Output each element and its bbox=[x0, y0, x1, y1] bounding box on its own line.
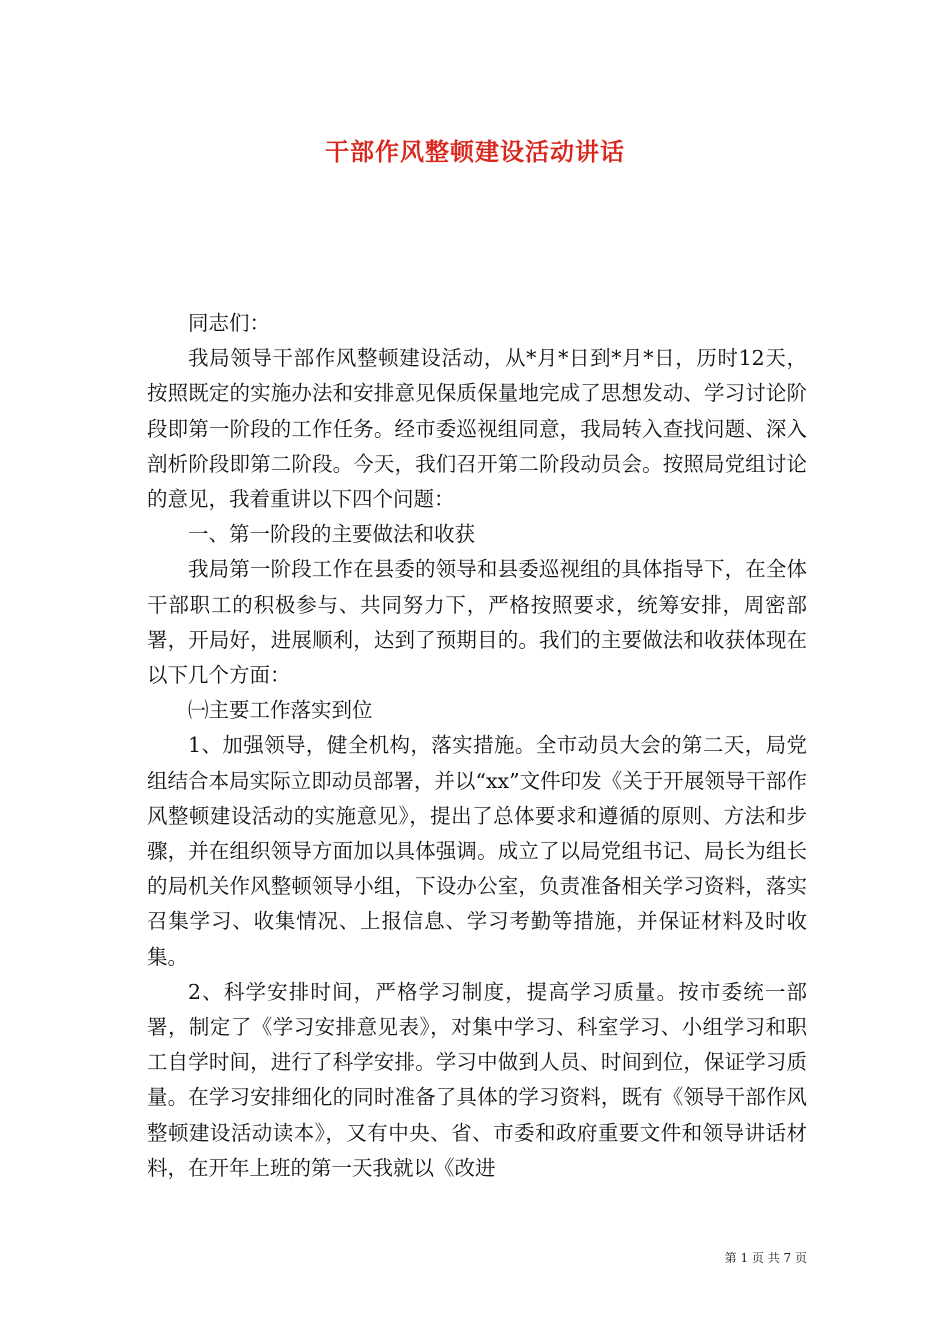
section-paragraph: 我局第一阶段工作在县委的领导和县委巡视组的具体指导下，在全体干部职工的积极参与、共同努力下，严格按照要求，统筹安排，周密部署，开局好，进展顺利，达到了预期目的。我们的主要做法和收获体现在以下几个方面： bbox=[147, 557, 807, 688]
salutation-paragraph: 同志们： bbox=[188, 311, 270, 335]
document-title: 干部作风整顿建设活动讲话 bbox=[325, 137, 625, 166]
intro-paragraph: 我局领导干部作风整顿建设活动，从*月*日到*月*日，历时12天，按照既定的实施办法和安排意见保质保量地完成了思想发动、学习讨论阶段即第一阶段的工作任务。经市委巡视组同意，我局转入查找问题、深入剖析阶段即第二阶段。今天，我们召开第二阶段动员会。按照局党组讨论的意见，我着重讲以下四个问题： bbox=[147, 346, 807, 512]
item-paragraph-2: 2、科学安排时间，严格学习制度，提高学习质量。按市委统一部署，制定了《学习安排意见表》，对集中学习、科室学习、小组学习和职工自学时间，进行了科学安排。学习中做到人员、时间到位，保证学习质量。在学习安排细化的同时准备了具体的学习资料，既有《领导干部作风整顿建设活动读本》，又有中央、省、市委和政府重要文件和领导讲话材料，在开年上班的第一天我就以《改进 bbox=[147, 979, 807, 1180]
subsection-heading: ㈠主要工作落实到位 bbox=[188, 698, 373, 723]
document-body bbox=[147, 306, 807, 1186]
item-paragraph-1: 1、加强领导，健全机构，落实措施。全市动员大会的第二天，局党组结合本局实际立即动员部署，并以“xx”文件印发《关于开展领导干部作风整顿建设活动的实施意见》，提出了总体要求和遵循的原则、方法和步骤，并在组织领导方面加以具体强调。成立了以局党组书记、局长为组长的局机关作风整顿领导小组，下设办公室，负责准备相关学习资料，落实召集学习、收集情况、上报信息、学习考勤等措施，并保证材料及时收集。 bbox=[147, 733, 807, 969]
page-number: 第 1 页 共 7 页 bbox=[724, 1251, 807, 1265]
section-heading: 一、第一阶段的主要做法和收获 bbox=[188, 522, 475, 547]
